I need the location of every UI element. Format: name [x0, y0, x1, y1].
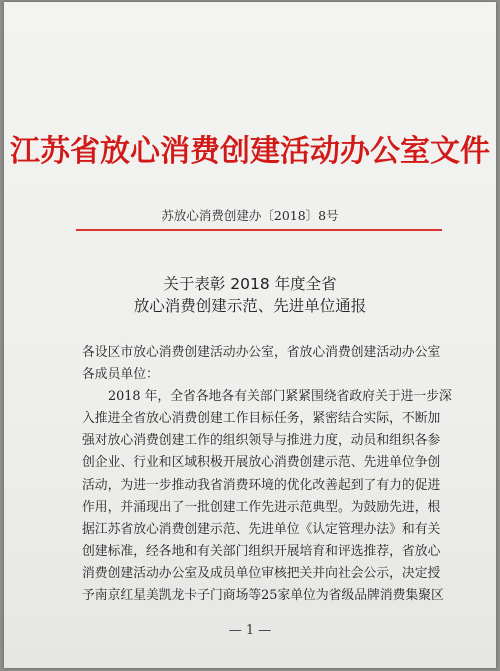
body-text-line: 2018 年，全省各地各有关部门紧紧围绕省政府关于进一步深 — [108, 389, 452, 405]
addressee-line-2: 各成员单位： — [82, 367, 159, 383]
body-text-line: 据江苏省放心消费创建示范、先进单位《认定管理办法》和有关 — [82, 521, 441, 537]
document-number: 苏放心消费创建办〔2018〕8号 — [161, 208, 339, 223]
notice-title-line-2: 放心消费创建示范、先进单位通报 — [133, 297, 367, 315]
body-text-line: 予南京红星美凯龙卡子门商场等25家单位为省级品牌消费集聚区 — [82, 588, 444, 604]
body-text-line: 活动，为进一步推动我省消费环境的优化改善起到了有力的促进 — [82, 477, 441, 493]
notice-title-line-1: 关于表彰 2018 年度全省 — [163, 275, 337, 293]
body-text-line: 作用，并涌现出了一批创建工作先进示范典型。为鼓励先进，根 — [82, 499, 441, 515]
body-text-line: 创建标准，经各地和有关部门组织开展培育和评选推荐，省放心 — [82, 543, 441, 559]
red-separator-line — [76, 229, 442, 231]
issuer-red-header: 江苏省放心消费创建活动办公室文件 — [10, 134, 490, 169]
notice-body — [82, 342, 452, 607]
body-text-line: 入推进全省放心消费创建工作目标任务，紧密结合实际，不断加 — [82, 411, 441, 427]
body-text-line: 强对放心消费创建工作的组织领导与推进力度，动员和组织各参 — [82, 433, 441, 449]
page-number: — 1 — — [228, 623, 272, 638]
body-text-line: 创企业、行业和区域积极开展放心消费创建示范、先进单位争创 — [82, 455, 441, 471]
addressee-line-1: 各设区市放心消费创建活动办公室，省放心消费创建活动办公室 — [82, 345, 441, 360]
body-text-line: 消费创建活动办公室及成员单位审核把关并向社会公示，决定授 — [82, 565, 441, 581]
